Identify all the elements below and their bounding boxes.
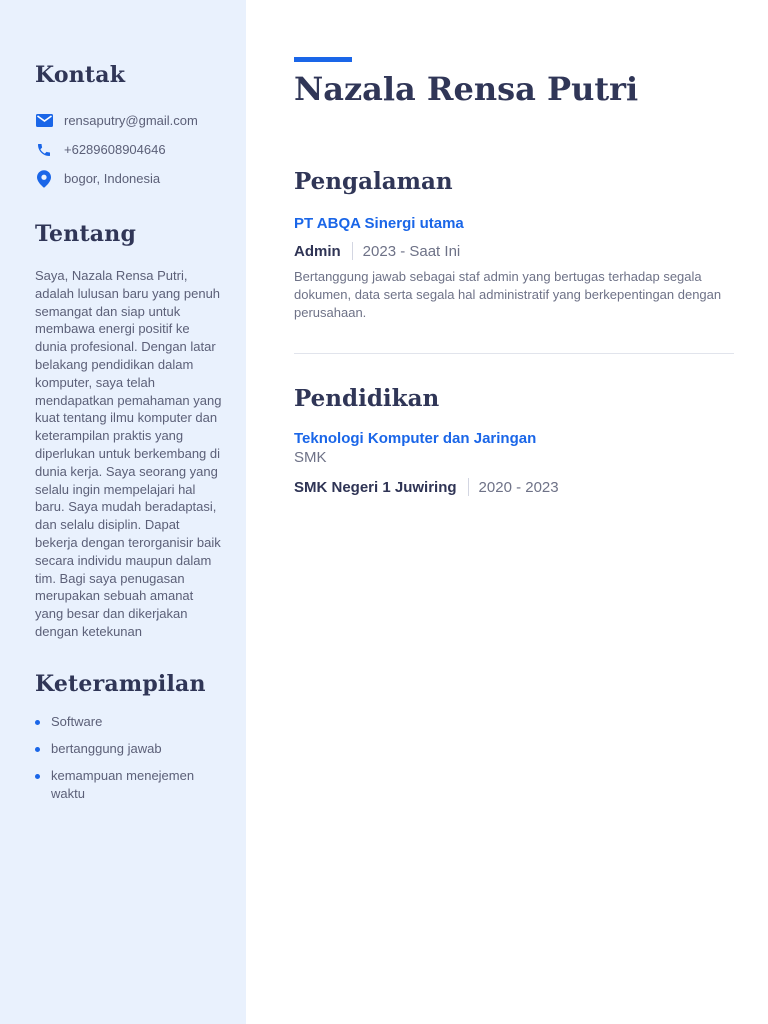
contact-email-text: rensaputry@gmail.com [64, 113, 198, 128]
experience-role: Admin [294, 242, 341, 260]
skill-item [35, 713, 215, 731]
experience-company: PT ABQA Sinergi utama [294, 215, 464, 232]
education-major: Teknologi Komputer dan Jaringan [294, 430, 537, 447]
separator [468, 478, 469, 496]
sidebar [0, 0, 246, 1024]
education-level: SMK [294, 449, 327, 466]
contact-list [35, 106, 224, 193]
about-text: Saya, Nazala Rensa Putri, adalah lulusan baru yang penuh semangat dan siap untuk membawa energi positif ke dunia profesional. Dengan latar belakang pendidikan dalam komputer, saya telah mendapatkan pemahaman yang kuat tentang ilmu komputer dan keterampilan praktis yang diperlukan untuk berkembang di dunia kerja. Saya seorang yang selalu ingin mempelajari hal baru. Saya mudah beradaptasi, dan selalu disiplin. Dapat bekerja dengan terorganisir baik secara individu maupun dalam tim. Bagi saya penugasan merupakan sebuah amanat yang besar dan dikerjakan dengan ketekunan [35, 268, 222, 639]
skills-heading: Keterampilan [35, 670, 206, 697]
about-heading: Tentang [35, 221, 137, 247]
skill-label: Software [51, 713, 103, 729]
education-school: SMK Negeri 1 Juwiring [294, 478, 457, 496]
phone-icon [35, 141, 53, 159]
skill-item [35, 740, 215, 758]
bullet-icon [35, 774, 40, 779]
experience-section [294, 168, 734, 322]
contact-location [35, 164, 224, 193]
education-section [294, 385, 734, 496]
contact-location-text: bogor, Indonesia [64, 171, 161, 186]
contact-heading: Kontak [35, 62, 126, 88]
experience-heading: Pengalaman [294, 168, 453, 195]
bullet-icon [35, 720, 40, 725]
skill-label: kemampuan menejemen waktu [51, 767, 195, 801]
skill-item [35, 767, 215, 803]
education-school-row [294, 478, 734, 496]
person-name: Nazala Rensa Putri [294, 70, 639, 108]
section-divider [294, 353, 734, 354]
separator [352, 242, 353, 260]
mail-icon [35, 112, 53, 130]
skill-label: bertanggung jawab [51, 740, 162, 756]
contact-phone-text: +6289608904646 [64, 142, 166, 157]
experience-period: 2023 - Saat Ini [362, 242, 461, 260]
experience-role-row [294, 242, 734, 260]
title-accent-bar [294, 57, 352, 62]
contact-email[interactable] [35, 106, 224, 135]
location-pin-icon [35, 170, 53, 188]
education-period: 2020 - 2023 [478, 478, 559, 496]
contact-phone[interactable] [35, 135, 224, 164]
bullet-icon [35, 747, 40, 752]
experience-description: Bertanggung jawab sebagai staf admin yang bertugas terhadap segala dokumen, data serta segala hal administratif yang berkepentingan dengan perusahaan. [294, 269, 722, 320]
skills-list [35, 713, 224, 803]
education-heading: Pendidikan [294, 385, 440, 412]
